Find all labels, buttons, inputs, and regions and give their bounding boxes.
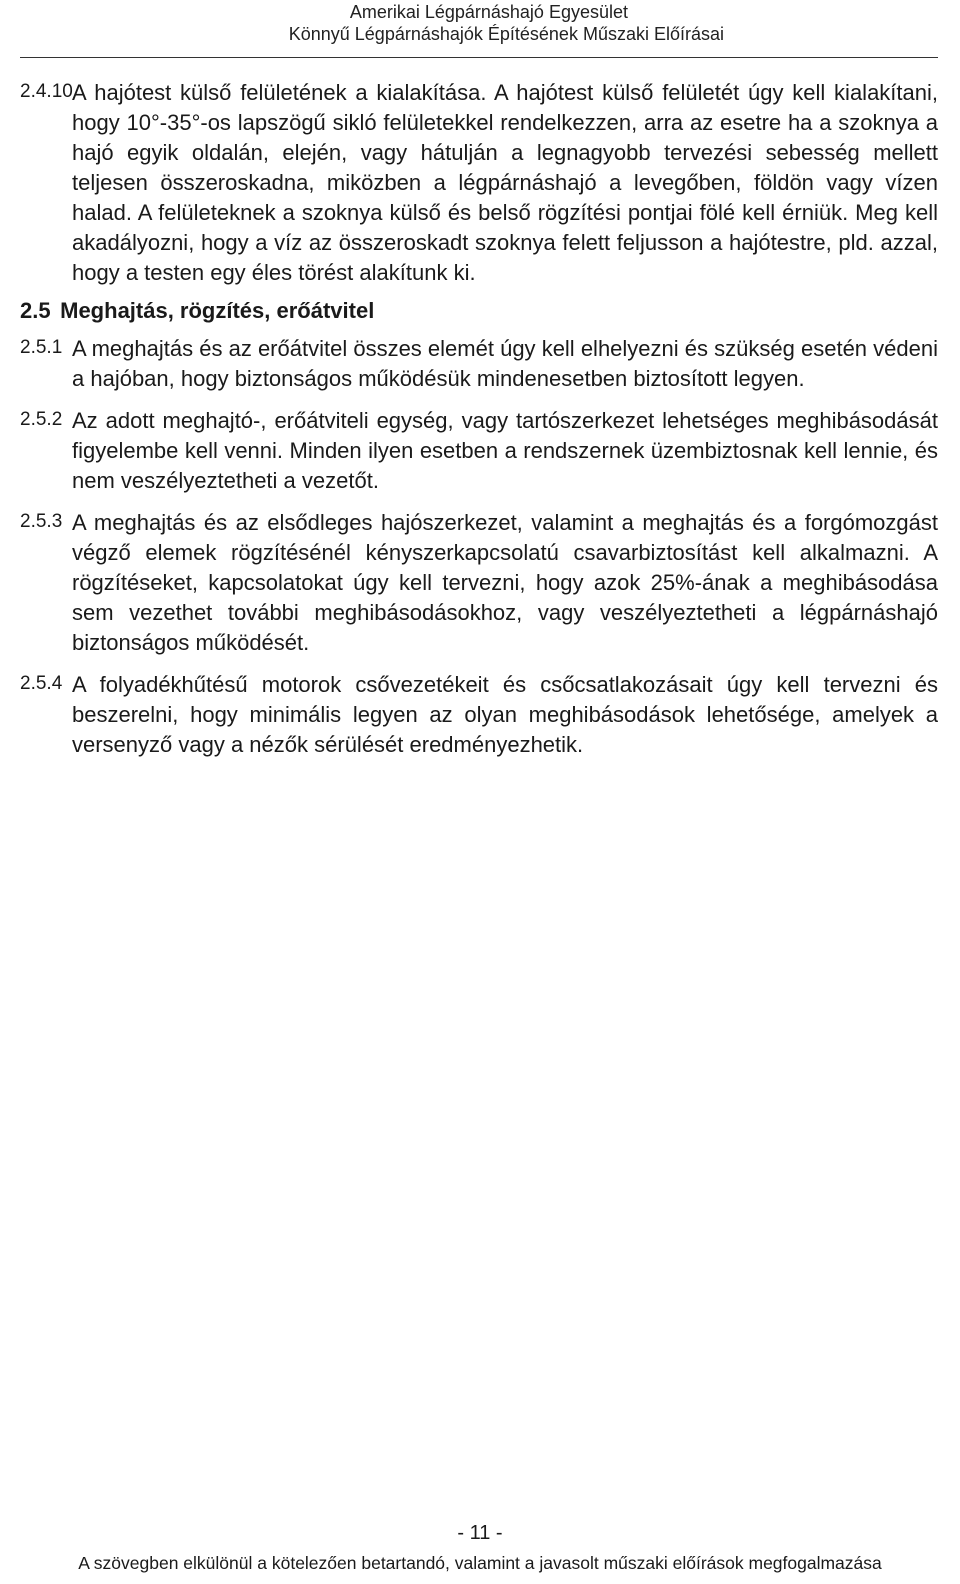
page-header bbox=[0, 0, 960, 62]
subsection-text: A meghajtás és az elsődleges hajószerkezet, valamint a meghajtás és a forgómozgást végző elemek rögzítésénél kényszerkapcsolatú csavarbiztosítást kell alkalmazni. A rögzítéseket, kapcsolatokat úgy kell tervezni, hogy azok 25%-ának a meghibásodása sem vezethet további meghibásodásokhoz, vagy veszélyeztetheti a légpárnáshajó biztonságos működését. bbox=[72, 510, 938, 655]
subsection-2-5-4 bbox=[20, 670, 938, 760]
page-footer: A szövegben elkülönül a kötelezően betartandó, valamint a javasolt műszaki előírások megfogalmazása bbox=[78, 1553, 882, 1573]
subsection-2-5-2 bbox=[20, 406, 938, 496]
header-organization: Amerikai Légpárnáshajó Egyesület bbox=[349, 2, 628, 22]
page-content bbox=[20, 78, 938, 760]
section-2-4-10 bbox=[20, 78, 938, 288]
header-divider bbox=[20, 57, 938, 58]
subsection-text: A folyadékhűtésű motorok csővezetékeit és csőcsatlakozásait úgy kell tervezni és beszerelni, hogy minimális legyen az olyan meghibásodások lehetősége, amelyek a versenyző vagy a nézők sérülését eredményezhetik. bbox=[72, 672, 938, 757]
subsection-text: A meghajtás és az erőátvitel összes elemét úgy kell elhelyezni és szükség esetén védeni a hajóban, hogy biztonságos működésük mindenesetben biztosított legyen. bbox=[72, 336, 938, 391]
section-text: A hajótest külső felületének a kialakítása. A hajótest külső felületét úgy kell kialakítani, hogy 10°-35°-os lapszögű sikló felületekkel rendelkezzen, arra az esetre ha a szoknya a hajó egyik oldalán, elején, vagy hátulján a legnagyobb tervezési sebesség mellett teljesen összeroskadna, miközben a légpárnáshajó a levegőben, földön vagy vízen halad. A felületeknek a szoknya külső és belső rögzítési pontjai fölé kell érniük. Meg kell akadályozni, hogy a víz az összeroskadt szoknya felett feljusson a hajótestre, pld. azzal, hogy a testen egy éles törést alakítunk ki. bbox=[72, 80, 938, 285]
subsection-2-5-1 bbox=[20, 334, 938, 394]
subsection-number: 2.5.4 bbox=[20, 673, 63, 694]
section-number: 2.4.10 bbox=[20, 81, 73, 102]
header-document-title: Könnyű Légpárnáshajók Építésének Műszaki Előírásai bbox=[288, 24, 724, 44]
heading-number: 2.5 bbox=[20, 298, 51, 323]
section-heading bbox=[20, 296, 938, 326]
page-number: - 11 - bbox=[457, 1522, 503, 1544]
subsection-number: 2.5.2 bbox=[20, 409, 63, 430]
subsection-number: 2.5.1 bbox=[20, 337, 63, 358]
heading-title: Meghajtás, rögzítés, erőátvitel bbox=[60, 298, 375, 323]
subsection-2-5-3 bbox=[20, 508, 938, 658]
subsection-number: 2.5.3 bbox=[20, 511, 63, 532]
subsection-text: Az adott meghajtó-, erőátviteli egység, vagy tartószerkezet lehetséges meghibásodását figyelembe kell venni. Minden ilyen esetben a rendszernek üzembiztosnak kell lennie, és nem veszélyeztetheti a vezetőt. bbox=[72, 408, 938, 493]
